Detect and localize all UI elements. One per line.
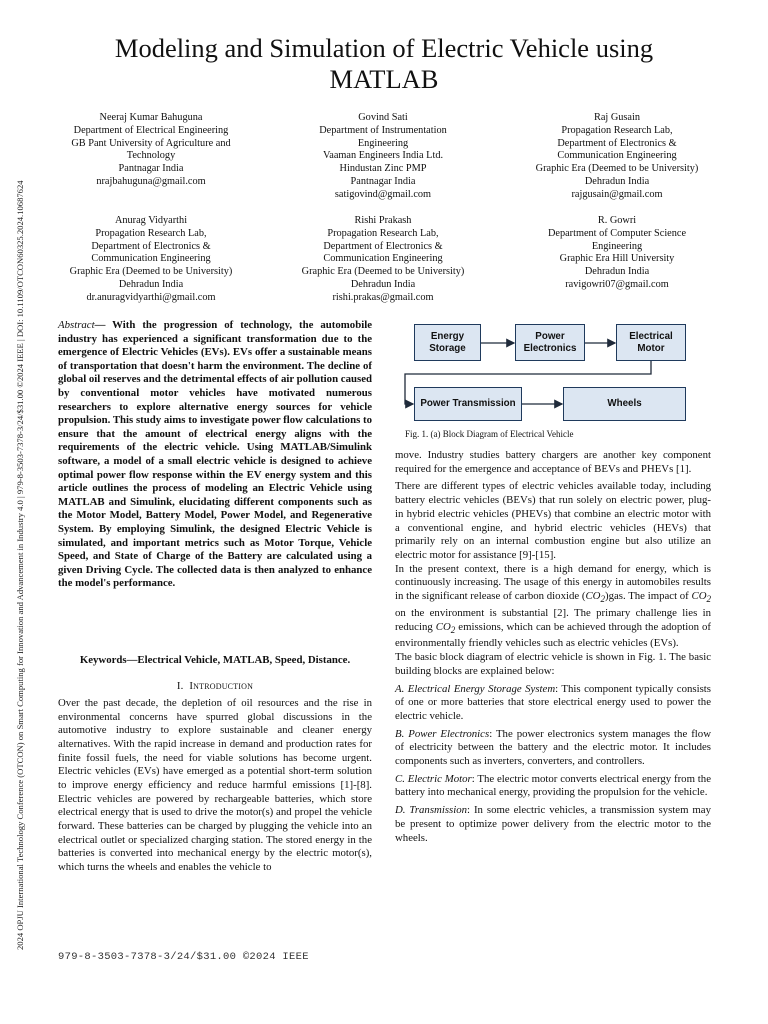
- author-email: nrajbahuguna@gmail.com: [96, 175, 206, 187]
- author-affiliation-line: Department of Instrumentation: [319, 124, 447, 136]
- subsection-label: D. Transmission: [395, 804, 468, 817]
- subsection-text: : This component typically consists of one or more batteries that store electrical energy used to power the electric vehicle.: [395, 682, 712, 722]
- paragraph-transmission: [395, 804, 711, 845]
- author-affiliation-line: Propagation Research Lab,: [561, 124, 673, 136]
- author-block-5: [278, 215, 488, 305]
- author-affiliation-line: Communication Engineering: [557, 150, 677, 162]
- author-block-2: [278, 112, 488, 202]
- section-number: I.: [176, 680, 184, 692]
- subsection-label: A. Electrical Energy Storage System: [395, 682, 556, 695]
- author-affiliation-line: Communication Engineering: [323, 253, 443, 265]
- introduction-paragraph: Over the past decade, the depletion of oil resources and the rise in environmental concerns have spurred global discussions in the automotive industry to explore sustainable and cleaner energy alternatives. With the rapid increase in demand and production rates for finite fossil fuels, the need for viable solutions has become urgent. Electric vehicles (EVs) have emerged as a potential short-term solution to improve energy efficiency and reduce harmful emissions [1]-[8]. Electric vehicles are powered by rechargeable batteries, which store electrical energy that is used to drive the motor(s) and propel the vehicle forward. These batteries can be charged by plugging the vehicle into an electrical outlet or specialized charging station. The stored energy in the batteries is converted into mechanical energy by the electric motor(s), which turns the wheels and enables the vehicle to: [58, 697, 372, 873]
- author-affiliation-line: Dehradun India: [118, 278, 184, 290]
- author-affiliation-line: Propagation Research Lab,: [95, 227, 207, 239]
- right-column: [395, 449, 711, 845]
- author-affiliation-line: Pantnagar India: [118, 163, 184, 175]
- formula-base: CO: [585, 590, 601, 603]
- subsection-label: C. Electric Motor: [395, 772, 472, 785]
- formula-subscript: 2: [600, 594, 605, 605]
- author-name: Govind Sati: [358, 112, 408, 123]
- author-email: dr.anuragvidyarthi@gmail.com: [86, 291, 216, 303]
- doi-side-text: 2024 OPJU International Technology Conference (OTCON) on Smart Computing for Innovation and Advancement in Industry 4.0 | 979-8-3503-7378-3/24/$31.00 ©2024 IEEE | DOI: 10.1109/OTCON60325.2024.10687624: [15, 180, 25, 950]
- subsection-text: : In some electric vehicles, a transmission system may be present to optimize power delivery from the electric motor to the wheels.: [395, 804, 711, 844]
- author-affiliation-line: Vaaman Engineers India Ltd.: [322, 150, 444, 162]
- subsection-text: : The power electronics system manages the flow of electricity between the battery and the electric motor. It includes components such as inverters, converters, and controllers.: [395, 727, 711, 768]
- co2-formula: [436, 621, 456, 633]
- author-block-6: [512, 215, 722, 292]
- block-power-electronics: Power Electronics: [515, 324, 585, 361]
- formula-subscript: 2: [450, 624, 456, 635]
- author-affiliation-line: Graphic Era Hill University: [559, 253, 675, 265]
- paragraph-energy-demand: [395, 563, 711, 652]
- block-wheels: Wheels: [563, 387, 686, 421]
- subsection-label: B. Power Electronics: [395, 727, 490, 740]
- text-span: emissions, which can be achieved through the adoption of environmentally friendly vehicles such as electric vehicles (EVs).: [395, 620, 712, 650]
- author-affiliation-line: Department of Electronics &: [557, 137, 677, 149]
- author-email: rishi.prakas@gmail.com: [332, 291, 434, 303]
- author-affiliation-line: Propagation Research Lab,: [327, 227, 439, 239]
- author-affiliation-line: GB Pant University of Agriculture and: [71, 137, 231, 149]
- author-affiliation-line: Department of Computer Science: [547, 227, 687, 239]
- author-affiliation-line: Hindustan Zinc PMP: [339, 163, 427, 175]
- author-email: satigovind@gmail.com: [334, 188, 432, 200]
- keywords: Keywords—Electrical Vehicle, MATLAB, Speed, Distance.: [79, 654, 351, 666]
- author-affiliation-line: Department of Electronics &: [323, 240, 443, 252]
- author-name: Anurag Vidyarthi: [114, 215, 188, 226]
- author-affiliation-line: Communication Engineering: [91, 253, 211, 265]
- author-name: R. Gowri: [597, 215, 637, 226]
- author-affiliation-line: Engineering: [591, 240, 643, 252]
- author-email: rajgusain@gmail.com: [571, 188, 663, 200]
- text-span: )gas. The impact of: [604, 590, 692, 603]
- author-block-3: [512, 112, 722, 202]
- author-block-4: [46, 215, 256, 305]
- author-name: Neeraj Kumar Bahuguna: [99, 112, 203, 123]
- co2-formula: [691, 590, 712, 605]
- copyright-footer: 979-8-3503-7378-3/24/$31.00 ©2024 IEEE: [58, 951, 309, 963]
- formula-base: CO: [691, 590, 707, 603]
- block-electrical-motor: Electrical Motor: [616, 324, 686, 361]
- author-affiliation-line: Department of Electrical Engineering: [73, 124, 229, 136]
- paragraph-power-electronics: [395, 728, 711, 769]
- abstract-text: With the progression of technology, the automobile industry has experienced a significant transformation due to the emergence of Electric Vehicles (EVs). EVs offer a sustainable means of transportation that doesn't harm the environment. The decline of global oil reserves and the detrimental effects of air pollution caused by conventional motor vehicles have motivated numerous researchers to explore alternative energy sources for vehicle propulsion. This study aims to investigate power flow calculations to ensure that the amount of electrical energy aligns with the requirements of the electric vehicle. Using MATLAB/Simulink software, a model of a small electric vehicle is designed to achieve optimal power flow response within the EV energy system and this article outlines the process of modeling an Electric Vehicle using MATLAB and Simulink, elucidating different components such as the Motor Model, Battery Model, Power Model, and Regenerative System. By employing Simulink, the designed Electric Vehicle is simulated, and important metrics such as Motor Torque, Vehicle Speed, and State of Charge of the Battery are calculated using a given Driving Cycle. The collected data is then analyzed to enhance the model's performance.: [58, 319, 372, 590]
- abstract: Abstract— With the progression of technology, the automobile industry has experienced a significant transformation due to the emergence of Electric Vehicles (EVs). EVs offer a sustainable means of transportation that doesn't harm the environment. The decline of global oil reserves and the detrimental effects of air pollution caused by conventional motor vehicles have motivated numerous researchers to explore alternative energy sources for vehicle propulsion. This study aims to investigate power flow calculations to ensure that the amount of electrical energy aligns with the requirements of the electric vehicle. Using MATLAB/Simulink software, a model of a small electric vehicle is designed to achieve optimal power flow response within the EV energy system and this article outlines the process of modeling an Electric Vehicle using MATLAB and Simulink, elucidating different components such as the Motor Model, Battery Model, Power Model, and Regenerative System. By employing Simulink, the designed Electric Vehicle is simulated, and important metrics such as Motor Torque, Vehicle Speed, and State of Charge of the Battery are calculated using a given Driving Cycle. The collected data is then analyzed to enhance the model's performance.: [58, 319, 372, 590]
- author-name: Raj Gusain: [593, 112, 641, 123]
- author-affiliation-line: Pantnagar India: [350, 175, 416, 187]
- author-affiliation-line: Graphic Era (Deemed to be University): [69, 266, 233, 278]
- author-name: Rishi Prakash: [354, 215, 412, 226]
- paragraph-electric-motor: [395, 773, 711, 800]
- author-affiliation-line: Technology: [126, 150, 176, 162]
- paragraph-block-diagram-intro: The basic block diagram of electric vehicle is shown in Fig. 1. The basic building blocks are explained below:: [395, 651, 711, 677]
- text-span: In the present context, there is a high demand for energy, which is continuously increasing. The usage of this energy in automobiles results in the significant release of carbon dioxide (: [395, 562, 711, 603]
- section-heading-introduction: [58, 680, 372, 692]
- abstract-label: Abstract: [58, 319, 95, 331]
- block-energy-storage: Energy Storage: [414, 324, 481, 361]
- author-affiliation-line: Dehradun India: [584, 266, 650, 278]
- figure-caption: Fig. 1. (a) Block Diagram of Electrical Vehicle: [405, 429, 574, 439]
- formula-base: CO: [435, 620, 451, 633]
- subsection-text: : The electric motor converts electrical energy from the battery into mechanical energy, providing the propulsion for the vehicle.: [395, 772, 711, 799]
- section-title: Introduction: [189, 680, 254, 692]
- ev-block-diagram: [395, 316, 715, 444]
- paragraph-ev-types: There are different types of electric vehicles available today, including battery electric vehicles (BEVs) that run solely on electric power, plug-in hybrid electric vehicles (PHEVs) that combine an electric motor with a conventional engine, and hybrid electric vehicles (HEVs) that primarily rely on an internal combustion engine but also utilize an electric motor for assistance [9]-[15].: [395, 480, 711, 561]
- paragraph-chargers: move. Industry studies battery chargers are another key component required for the emergence and acceptance of BEVs and PHEVs [1].: [395, 449, 711, 475]
- block-power-transmission: Power Transmission: [414, 387, 522, 421]
- co2-formula: [585, 590, 605, 605]
- author-affiliation-line: Department of Electronics &: [91, 240, 211, 252]
- paper-title: Modeling and Simulation of Electric Vehicle using MATLAB: [114, 33, 654, 94]
- formula-subscript: 2: [706, 594, 711, 605]
- author-affiliation-line: Graphic Era (Deemed to be University): [535, 163, 699, 175]
- author-affiliation-line: Engineering: [357, 137, 409, 149]
- text-span: on the environment is substantial [2]. The primary challenge lies in reducing: [395, 606, 711, 633]
- author-affiliation-line: Dehradun India: [584, 175, 650, 187]
- author-block-1: [46, 112, 256, 189]
- paragraph-energy-storage: [395, 683, 711, 724]
- author-affiliation-line: Graphic Era (Deemed to be University): [301, 266, 465, 278]
- author-affiliation-line: Dehradun India: [350, 278, 416, 290]
- author-email: ravigowri07@gmail.com: [565, 278, 669, 290]
